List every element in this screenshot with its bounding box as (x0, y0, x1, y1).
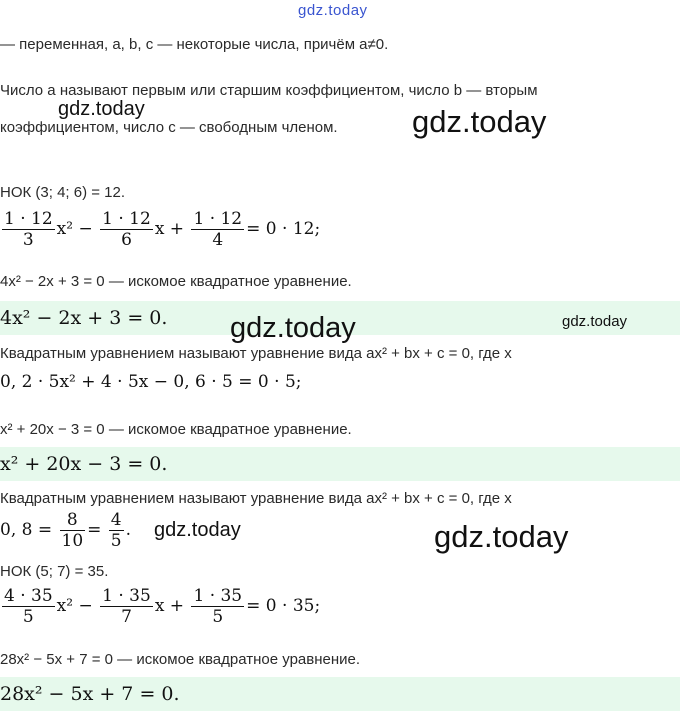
fraction-3: $\frac{1 \cdot 12}{4}$ (193, 209, 243, 250)
watermark-5: gdz.today (154, 519, 241, 541)
fraction-8: $\frac{1 \cdot 35}{5}$ (193, 586, 243, 627)
answer-text-3: 28x² − 5x + 7 = 0. (0, 683, 180, 705)
lcm-line-1: НОК (3; 4; 6) = 12. (0, 184, 126, 201)
answer-box-2 (0, 447, 680, 481)
fraction-4: $\frac{8}{10}$ (61, 510, 84, 551)
fraction-equation-1: $\frac{1 \cdot 12}{3}$ x² − $\frac{1 \cdot 12}{6}$ x + $\frac{1 \cdot 12}{4}$ = 0 · 12; (4, 209, 321, 250)
fraction-equation-3: $\frac{4 \cdot 35}{5}$ x² − $\frac{1 \cdot 35}{7}$ x + $\frac{1 \cdot 35}{5}$ = 0 · 35; (4, 586, 321, 627)
answer-box-3 (0, 677, 680, 711)
text-line-variable: — переменная, a, b, c — некоторые числа, причём a≠0. (0, 36, 389, 53)
fraction-5: $\frac{4}{5}$ (110, 510, 122, 551)
fraction-6: $\frac{4 \cdot 35}{5}$ (4, 586, 53, 627)
answer-text-1: 4x² − 2x + 3 = 0. (0, 307, 168, 329)
watermark-1: gdz.today (58, 98, 145, 120)
answer-text-2: x² + 20x − 3 = 0. (0, 453, 168, 475)
fraction-1: $\frac{1 \cdot 12}{3}$ (4, 209, 53, 250)
equation-result-2: x² + 20x − 3 = 0 — искомое квадратное уравнение. (0, 421, 352, 438)
lcm-line-2: НОК (5; 7) = 35. (0, 563, 109, 580)
watermark-3: gdz.today (230, 312, 356, 344)
watermark-6: gdz.today (434, 519, 569, 554)
definition-line-2: Квадратным уравнением называют уравнение вида ax² + bx + c = 0, где x (0, 490, 512, 507)
watermark-top: gdz.today (298, 2, 368, 19)
watermark-2: gdz.today (412, 104, 547, 139)
fraction-2: $\frac{1 \cdot 12}{6}$ (102, 209, 151, 250)
equation-result-3: 28x² − 5x + 7 = 0 — искомое квадратное уравнение. (0, 651, 361, 668)
equation-result-1: 4x² − 2x + 3 = 0 — искомое квадратное уравнение. (0, 273, 352, 290)
text-line-coefficient-1: Число a называют первым или старшим коэффициентом, число b — вторым (0, 82, 538, 99)
fraction-equation-2: 0, 8 = $\frac{8}{10}$ = $\frac{4}{5}$ . (0, 510, 132, 551)
definition-line-1: Квадратным уравнением называют уравнение вида ax² + bx + c = 0, где x (0, 345, 512, 362)
watermark-4: gdz.today (562, 313, 628, 330)
watermark-7 (0, 692, 4, 693)
equation-line-2a: 0, 2 · 5x² + 4 · 5x − 0, 6 · 5 = 0 · 5; (0, 372, 302, 392)
text-line-coefficient-2: коэффициентом, число c — свободным членом. (0, 119, 338, 136)
fraction-7: $\frac{1 \cdot 35}{7}$ (102, 586, 151, 627)
